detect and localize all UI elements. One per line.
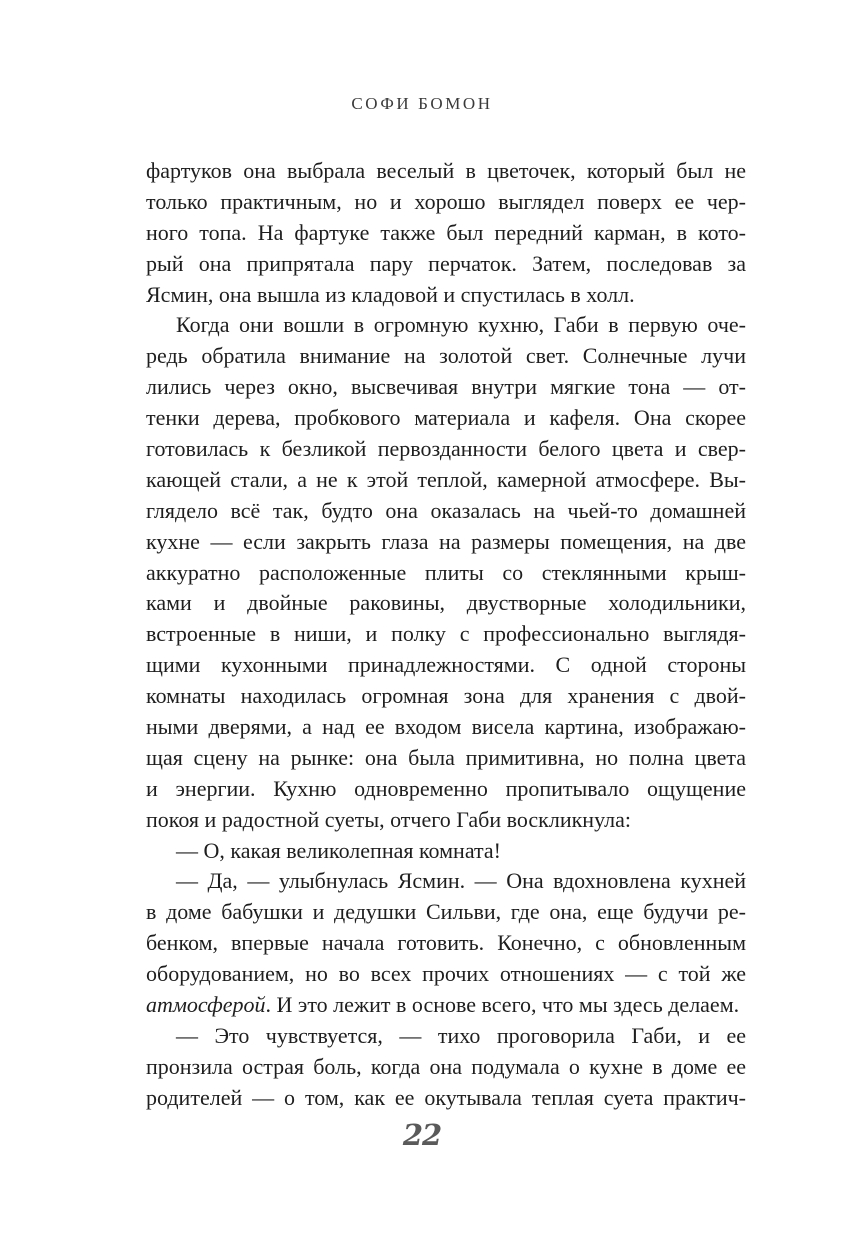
dialogue-line: — Да, — улыбнулась Ясмин. — Она вдохновлена кухней (176, 868, 746, 894)
text-line: аккуратно расположенные плиты со стеклянными крыш- (146, 559, 746, 585)
dialogue-line: — Это чувствуется, — тихо проговорила Габи, и ее (176, 1022, 746, 1048)
text-line-last: Ясмин, она вышла из кладовой и спустилась в холл. (146, 281, 635, 307)
paragraph-first-line: Когда они вошли в огромную кухню, Габи в первую оче- (176, 312, 746, 338)
text-line: ного топа. На фартуке также был передний карман, в кото- (146, 219, 746, 245)
text-line-last: покоя и радостной суеты, отчего Габи воскликнула: (146, 806, 631, 832)
running-header: СОФИ БОМОН (351, 94, 493, 113)
text-line: комнаты находилась огромная зона для хранения с двой- (146, 683, 746, 709)
text-line: глядело всё так, будто она оказалась на чьей-то домашней (146, 497, 746, 523)
text-line: встроенные в ниши, и полку с профессионально выглядя- (146, 621, 746, 647)
italic-word: атмосферой (146, 992, 266, 1018)
text-line: пронзила острая боль, когда она подумала о кухне в доме ее (146, 1053, 746, 1079)
text-line: ками и двойные раковины, двустворные холодильники, (146, 590, 746, 616)
text-line: кающей стали, а не к этой теплой, камерной атмосфере. Вы- (146, 466, 746, 492)
text-line: бенком, впервые начала готовить. Конечно, с обновленным (146, 930, 746, 956)
body-text (146, 156, 746, 1114)
text-line: кухне — если закрыть глаза на размеры помещения, на две (146, 528, 746, 554)
text-line: редь обратила внимание на золотой свет. Солнечные лучи (146, 343, 746, 369)
text-line: в доме бабушки и дедушки Сильви, где она, еще будучи ре- (146, 899, 746, 925)
text-line: родителей — о том, как ее окутывала теплая суета практич- (146, 1084, 746, 1110)
text-line: оборудованием, но во всех прочих отношениях — с той же (146, 961, 746, 987)
text-line: щая сцену на рынке: она была примитивна, но полна цвета (146, 744, 746, 770)
text-line: ными дверями, а над ее входом висела картина, изображаю- (146, 714, 746, 740)
text-line: готовилась к безликой первозданности белого цвета и свер- (146, 436, 746, 462)
dialogue-line: — О, какая великолепная комната! (176, 837, 501, 863)
line-remainder: . И это лежит в основе всего, что мы здесь делаем. (265, 992, 740, 1018)
text-line-last (146, 990, 746, 1021)
text-line: только практичным, но и хорошо выглядел поверх ее чер- (146, 188, 746, 214)
text-line: щими кухонными принадлежностями. С одной стороны (146, 652, 746, 678)
page-number: 22 (402, 1118, 442, 1152)
text-line: тенки дерева, пробкового материала и кафеля. Она скорее (146, 405, 746, 431)
text-line: и энергии. Кухню одновременно пропитывало ощущение (146, 775, 746, 801)
text-line: лились через окно, высвечивая внутри мягкие тона — от- (146, 374, 746, 400)
text-line: фартуков она выбрала веселый в цветочек, который был не (146, 158, 746, 183)
text-line: рый она припрятала пару перчаток. Затем, последовав за (146, 250, 746, 276)
